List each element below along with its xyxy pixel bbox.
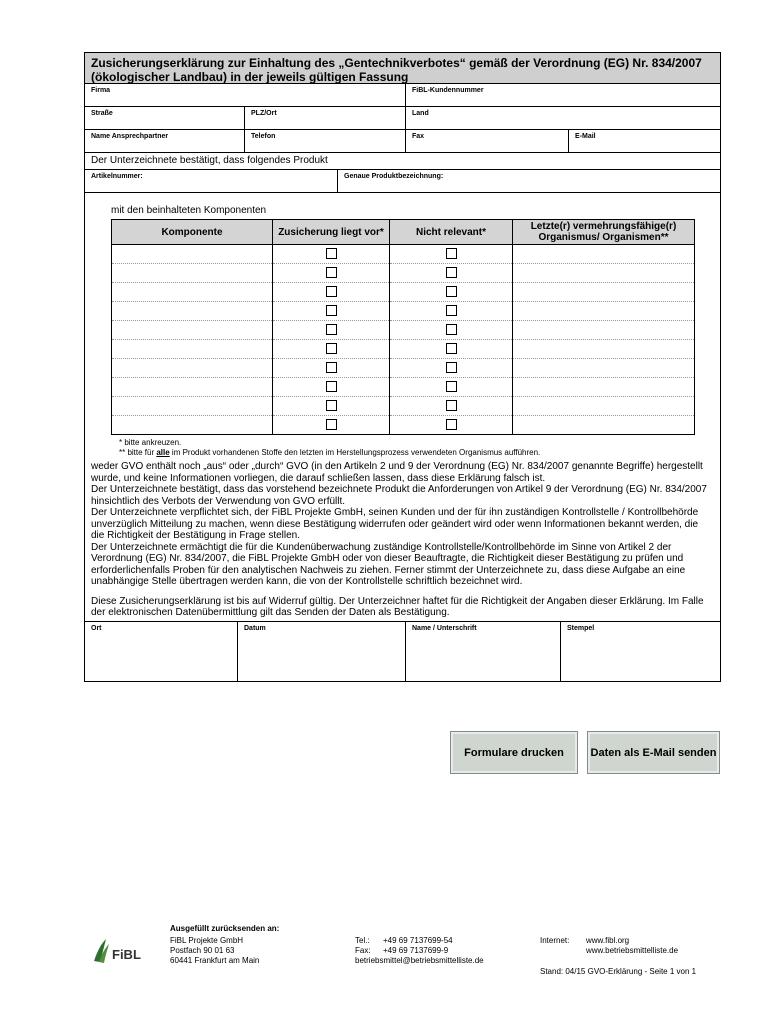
footer-mail[interactable]: betriebsmittel@betriebsmittelliste.de [355,956,484,965]
zusicherung-cell [273,378,390,397]
field-land[interactable]: Land [412,110,429,117]
component-row [112,245,695,264]
zusicherung-checkbox[interactable] [326,419,337,430]
declaration-form [84,52,721,682]
nicht-relevant-checkbox[interactable] [446,381,457,392]
row-firma [85,84,720,107]
field-artikelnummer[interactable]: Artikelnummer: [85,170,338,192]
component-name-cell[interactable] [112,340,273,359]
field-produktbezeichnung[interactable]: Genaue Produktbezeichnung: [344,173,444,180]
nicht-relevant-cell [390,321,513,340]
email-button[interactable]: Daten als E-Mail senden [587,731,720,774]
components-table [111,219,695,435]
organismus-cell[interactable] [513,321,695,340]
components-section [85,219,720,435]
field-datum[interactable]: Datum [238,622,406,681]
organismus-cell[interactable] [513,378,695,397]
fibl-logo [92,935,142,965]
organismus-cell[interactable] [513,397,695,416]
form-title: Zusicherungserklärung zur Einhaltung des „Gentechnikverbotes“ gemäß der Verordnung (EG) Nr. 834/2007 (ökologischer Landbau) in der jeweils gültigen Fassung [85,53,720,84]
component-row [112,359,695,378]
product-confirm-text: Der Unterzeichnete bestätigt, dass folgendes Produkt [91,155,328,166]
component-row [112,416,695,435]
zusicherung-checkbox[interactable] [326,362,337,373]
zusicherung-cell [273,245,390,264]
field-unterschrift[interactable]: Name / Unterschrift [406,622,561,681]
print-button[interactable]: Formulare drucken [450,731,578,774]
zusicherung-checkbox[interactable] [326,286,337,297]
footer-addr2: Postfach 90 01 63 [170,946,235,955]
field-plz[interactable]: PLZ/Ort [245,107,406,129]
note-organismus [85,448,720,458]
zusicherung-cell [273,340,390,359]
nicht-relevant-cell [390,245,513,264]
component-name-cell[interactable] [112,264,273,283]
note-organismus-alle: alle [156,448,170,457]
nicht-relevant-cell [390,397,513,416]
organismus-cell[interactable] [513,245,695,264]
nicht-relevant-cell [390,416,513,435]
nicht-relevant-cell [390,264,513,283]
component-row [112,378,695,397]
component-row [112,321,695,340]
internet-block [540,936,678,956]
footer-heading: Ausgefüllt zurücksenden an: [170,924,280,933]
zusicherung-checkbox[interactable] [326,305,337,316]
zusicherung-cell [273,321,390,340]
nicht-relevant-cell [390,359,513,378]
footer-web2[interactable]: www.betriebsmittelliste.de [586,946,679,955]
nicht-relevant-checkbox[interactable] [446,248,457,259]
zusicherung-checkbox[interactable] [326,267,337,278]
component-name-cell[interactable] [112,378,273,397]
header-organismus: Letzte(r) vermehrungsfähige(r) Organismus/ Organismen** [513,220,695,245]
field-ansprechpartner[interactable]: Name Ansprechpartner [85,130,245,152]
component-row [112,283,695,302]
paragraph-gvo: weder GVO enthält noch „aus“ oder „durch“ GVO (in den Artikeln 2 und 9 der Verordnung (EG) Nr. 834/2007 genannte Begriffe) hergestellt wurde, und keine Informationen vorliegen, die darauf schließen lassen, dass diese Erklärung falsch ist. [91,461,703,484]
component-name-cell[interactable] [112,283,273,302]
nicht-relevant-checkbox[interactable] [446,400,457,411]
zusicherung-checkbox[interactable] [326,324,337,335]
footer-addr1: FiBL Projekte GmbH [170,936,244,945]
nicht-relevant-cell [390,302,513,321]
field-telefon[interactable]: Telefon [245,130,406,152]
field-fax[interactable]: Fax [406,130,569,152]
paragraph-mitteilung: Der Unterzeichnete verpflichtet sich, der FiBL Projekte GmbH, seinen Kunden und der für ihn zuständigen Kontrollstelle / Kontrollbehörde unverzüglich Mitteilung zu machen, wenn diese Bestätigung widerrufen oder geändert wird oder wenn Informationen bekannt werden, die die Richtigkeit der Bestätigung in Frage stellen. [91,507,699,541]
nicht-relevant-cell [390,283,513,302]
nicht-relevant-cell [390,378,513,397]
note-organismus-c: im Produkt vorhandenen Stoffe den letzten im Herstellungsprozess verwendeten Organismus aufführen. [169,448,541,457]
zusicherung-cell [273,416,390,435]
footer-fax-value: +49 69 7137699-9 [383,946,449,955]
components-intro: mit den beinhalteten Komponenten [111,205,267,216]
zusicherung-cell [273,264,390,283]
fibl-logo-text: FiBL [112,947,141,962]
nicht-relevant-checkbox[interactable] [446,305,457,316]
zusicherung-checkbox[interactable] [326,400,337,411]
field-stempel[interactable]: Stempel [567,624,595,632]
footer-stand: Stand: 04/15 GVO-Erklärung - Seite 1 von 1 [540,967,697,976]
organismus-cell[interactable] [513,359,695,378]
zusicherung-cell [273,302,390,321]
nicht-relevant-cell [390,340,513,359]
component-name-cell[interactable] [112,359,273,378]
paragraph-gueltigkeit: Diese Zusicherungserklärung ist bis auf Widerruf gültig. Der Unterzeichner haftet für die Richtigkeit der Angaben dieser Erklärung. Im Falle der elektronischen Datenübermittlung gilt das Senden der Daten als Bestätigung. [91,595,704,618]
note-ankreuzen: * bitte ankreuzen. [119,438,182,447]
row-contact [85,130,720,153]
nicht-relevant-checkbox[interactable] [446,324,457,335]
nicht-relevant-checkbox[interactable] [446,343,457,354]
zusicherung-cell [273,359,390,378]
footer-internet [540,936,678,946]
footer-tel [355,936,484,946]
field-kundennummer[interactable]: FiBL-Kundennummer [412,87,484,94]
component-row [112,340,695,359]
field-ort[interactable]: Ort [85,622,238,681]
footer-web1[interactable]: www.fibl.org [586,936,630,945]
organismus-cell[interactable] [513,416,695,435]
organismus-cell[interactable] [513,302,695,321]
zusicherung-checkbox[interactable] [326,381,337,392]
zusicherung-cell [273,397,390,416]
zusicherung-checkbox[interactable] [326,343,337,354]
note-organismus-a: ** bitte für [119,448,157,457]
paragraph-kontrolle: Der Unterzeichnete ermächtigt die für die Kundenüberwachung zuständige Kontrollstelle/Kontrollbehörde im Sinne von Artikel 2 der Verordnung (EG) Nr. 834/2007, die FiBL Projekte GmbH oder von dieser Beauftragte, die Richtigkeit dieser Bestätigung zu prüfen und erforderlichenfalls Proben für den analytischen Nachweis zu ziehen. Ferner stimmt der Unterzeichnete zu, dass diese Aufgabe an eine unabhängige Stelle übertragen werden kann, die von der Kontrollstelle schriftlich bezeichnet wird. [91,541,686,587]
component-name-cell[interactable] [112,245,273,264]
nicht-relevant-checkbox[interactable] [446,362,457,373]
nicht-relevant-checkbox[interactable] [446,267,457,278]
header-nicht-relevant: Nicht relevant* [390,220,513,245]
footer-addr3: 60441 Frankfurt am Main [170,956,260,965]
components-body [112,245,695,435]
header-komponente: Komponente [112,220,273,245]
contact-block [355,936,484,966]
component-row [112,264,695,283]
return-address [170,924,279,966]
component-name-cell[interactable] [112,397,273,416]
component-name-cell[interactable] [112,321,273,340]
row-address [85,107,720,130]
nicht-relevant-checkbox[interactable] [446,286,457,297]
component-name-cell[interactable] [112,416,273,435]
footer-internet-label: Internet: [540,936,570,945]
organismus-cell[interactable] [513,264,695,283]
paragraph-anforderungen: Der Unterzeichnete bestätigt, dass das vorstehend bezeichnete Produkt die Anforderungen von Artikel 9 der Verordnung (EG) Nr. 834/2007 hinsichtlich des Verbots der Verwendung von GVO erfüllt. [91,484,707,507]
organismus-cell[interactable] [513,283,695,302]
organismus-cell[interactable] [513,340,695,359]
component-row [112,397,695,416]
header-zusicherung: Zusicherung liegt vor* [273,220,390,245]
footer-tel-value: +49 69 7137699-54 [383,936,453,945]
zusicherung-cell [273,283,390,302]
component-row [112,302,695,321]
component-name-cell[interactable] [112,302,273,321]
footer-tel-label: Tel.: [355,936,370,945]
field-email[interactable]: E-Mail [575,133,596,140]
row-signature [85,621,720,681]
footer-fax [355,946,484,956]
field-strasse[interactable]: Straße [85,107,245,129]
zusicherung-checkbox[interactable] [326,248,337,259]
footer-fax-label: Fax: [355,946,371,955]
nicht-relevant-checkbox[interactable] [446,419,457,430]
row-product [85,169,720,193]
field-firma[interactable]: Firma [85,84,406,106]
